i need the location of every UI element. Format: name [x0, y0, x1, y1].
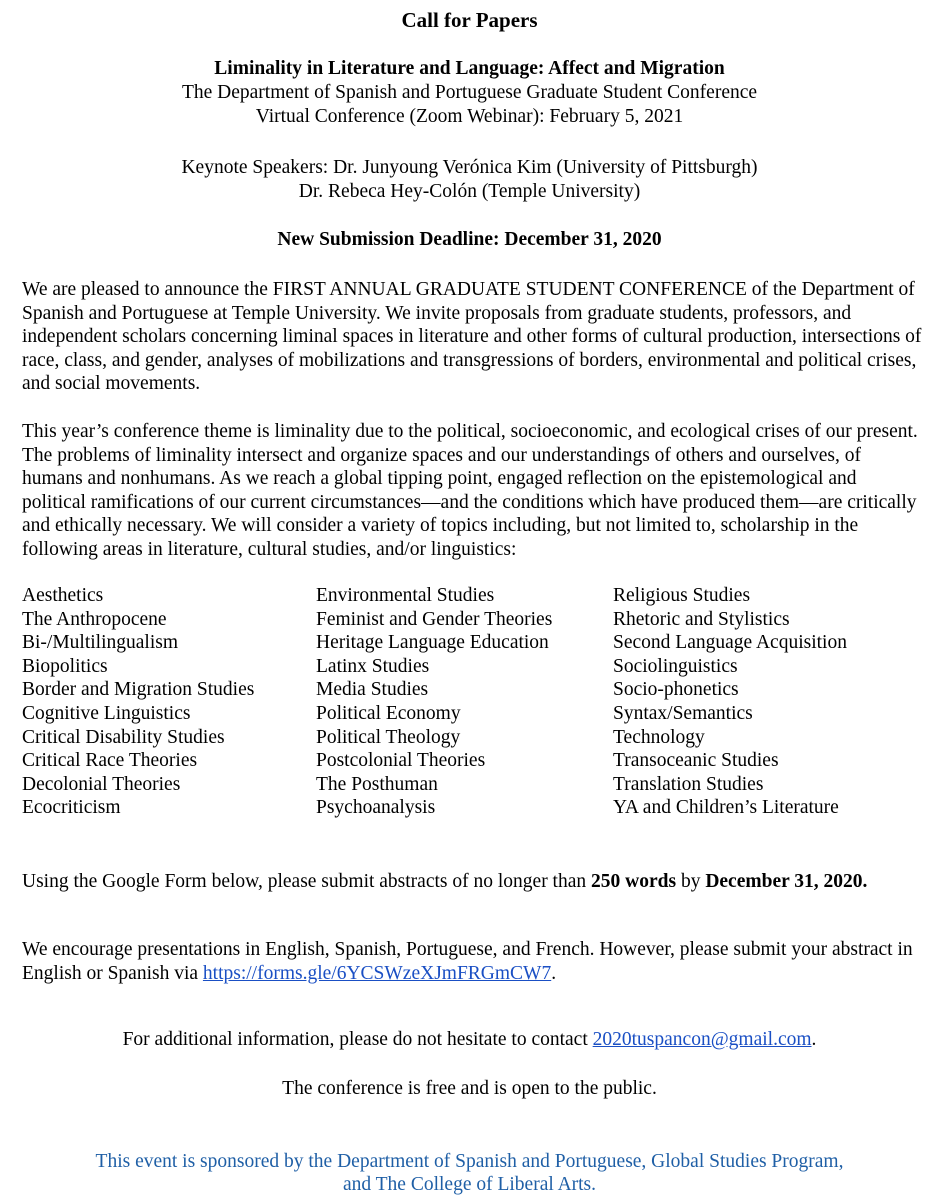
topic-item: Latinx Studies — [316, 655, 430, 677]
contact-email-link[interactable]: 2020tuspancon@gmail.com — [592, 1029, 812, 1050]
languages-text: We encourage presentations in English, Spanish, Portuguese, and French. However, please submit your abstract in English or Spanish via — [22, 939, 913, 984]
topic-item: Rhetoric and Stylistics — [613, 608, 790, 630]
submission-date: December 31, 2020. — [705, 871, 868, 892]
page-title: Call for Papers — [401, 8, 538, 32]
topic-item: Critical Disability Studies — [22, 726, 225, 748]
topic-item: The Posthuman — [316, 773, 438, 795]
topic-item: Environmental Studies — [316, 585, 495, 606]
topics-column-3 — [613, 584, 847, 820]
topic-item: Technology — [613, 726, 705, 748]
topic-item: Feminist and Gender Theories — [316, 608, 553, 630]
topic-item: Political Theology — [316, 726, 461, 748]
topic-item: Political Economy — [316, 702, 461, 724]
department-line: The Department of Spanish and Portuguese Graduate Student Conference — [181, 82, 758, 103]
topic-item: Media Studies — [316, 679, 429, 701]
google-form-link[interactable]: https://forms.gle/6YCSWzeXJmFRGmCW7 — [202, 962, 552, 984]
submission-paragraph — [22, 870, 882, 894]
keynote-line-2: Dr. Rebeca Hey-Colón (Temple University) — [298, 180, 641, 202]
topic-item: Sociolinguistics — [613, 655, 738, 677]
topic-item: Heritage Language Education — [316, 632, 549, 654]
sponsor-note — [0, 1150, 939, 1196]
submission-deadline: New Submission Deadline: December 31, 2020 — [277, 229, 662, 250]
topic-item: Border and Migration Studies — [22, 679, 255, 701]
keynote-line-1: Keynote Speakers: Dr. Junyoung Verónica Kim (University of Pittsburgh) — [181, 157, 758, 178]
submission-text-1: Using the Google Form below, please submit abstracts of no longer than — [22, 871, 592, 892]
sponsor-line-1: This event is sponsored by the Department of Spanish and Portuguese, Global Studies Program, — [95, 1151, 844, 1172]
topic-item: Psychoanalysis — [316, 797, 436, 819]
contact-line — [0, 1028, 939, 1052]
conference-title: Liminality in Literature and Language: Affect and Migration — [214, 58, 725, 79]
languages-paragraph — [22, 938, 922, 985]
topic-item: Critical Race Theories — [22, 750, 198, 772]
topic-item: Second Language Acquisition — [613, 632, 847, 654]
submission-text-2: by — [676, 871, 706, 892]
theme-paragraph: This year’s conference theme is liminality due to the political, socioeconomic, and ecological crises of our present. The problems of liminality intersect and organize spaces and our understandings of others and ourselves, of humans and nonhumans. As we reach a global tipping point, engaged reflection on the epistemological and political ramifications of our current circumstances—and the conditions which have produced them—are critically and ethically necessary. We will consider a variety of topics including, but not limited to, scholarship in the following areas in literature, cultural studies, and/or linguistics: — [22, 421, 918, 560]
topics-column-1 — [22, 584, 254, 820]
topic-item: Postcolonial Theories — [316, 750, 486, 772]
topic-item: Cognitive Linguistics — [22, 702, 191, 724]
topic-item: Biopolitics — [22, 655, 108, 677]
conference-header — [0, 57, 939, 129]
topic-item: Decolonial Theories — [22, 773, 181, 795]
topic-item: Translation Studies — [613, 773, 764, 795]
topic-item: Transoceanic Studies — [613, 750, 779, 772]
languages-end: . — [551, 962, 557, 984]
topic-item: Aesthetics — [22, 585, 104, 606]
venue-line: Virtual Conference (Zoom Webinar): February 5, 2021 — [255, 106, 684, 127]
topic-item: Socio-phonetics — [613, 679, 739, 701]
sponsor-line-2: and The College of Liberal Arts. — [342, 1174, 597, 1195]
topics-column-2 — [316, 584, 552, 820]
topic-item: The Anthropocene — [22, 608, 167, 630]
contact-end: . — [811, 1029, 817, 1050]
free-admission-line: The conference is free and is open to the public. — [282, 1078, 657, 1099]
topic-item: Ecocriticism — [22, 797, 121, 819]
topic-item: Religious Studies — [613, 585, 751, 606]
topic-item: Bi-/Multilingualism — [22, 632, 179, 654]
word-limit: 250 words — [591, 871, 677, 892]
keynote-speakers — [0, 156, 939, 203]
contact-text: For additional information, please do not hesitate to contact — [122, 1029, 593, 1050]
topic-item: YA and Children’s Literature — [613, 797, 839, 819]
topic-item: Syntax/Semantics — [613, 702, 753, 724]
intro-paragraph: We are pleased to announce the FIRST ANNUAL GRADUATE STUDENT CONFERENCE of the Department of Spanish and Portuguese at Temple University. We invite proposals from graduate students, professors, and independent scholars concerning liminal spaces in literature and other forms of cultural production, intersections of race, class, and gender, analyses of mobilizations and transgressions of borders, environmental and political crises, and social movements. — [22, 279, 922, 394]
